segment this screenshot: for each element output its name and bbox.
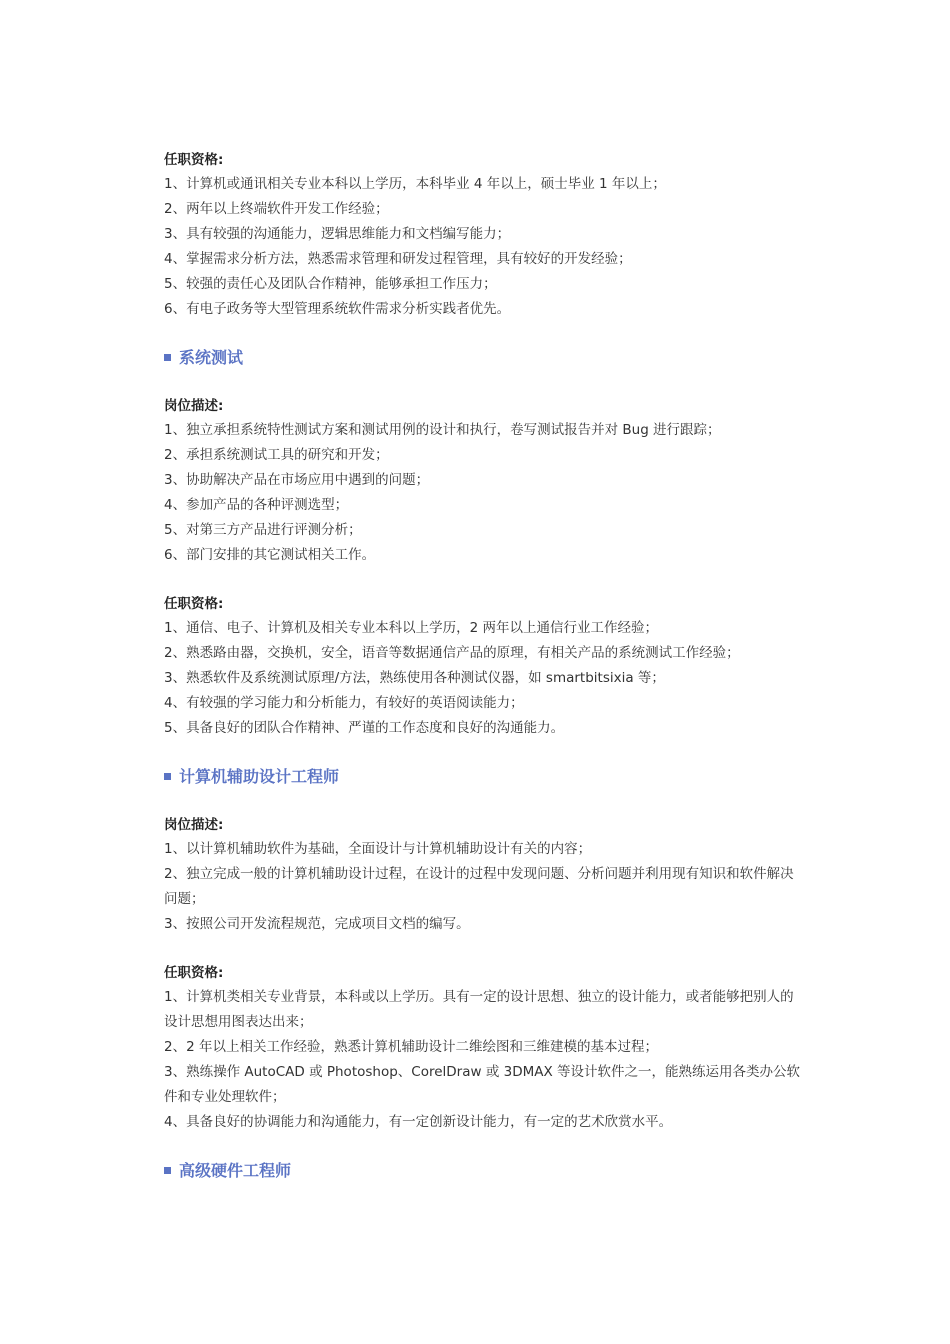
description-item: 1、独立承担系统特性测试方案和测试用例的设计和执行，卷写测试报告并对 Bug 进行跟踪； [164, 422, 721, 438]
document-page [164, 148, 804, 1207]
section-title: 系统测试 [179, 348, 244, 367]
square-bullet-icon [164, 773, 171, 780]
qualification-item: 1、计算机类相关专业背景，本科或以上学历。具有一定的设计思想、独立的设计能力，或者能够把别人的设计思想用图表达出来； [164, 989, 794, 1030]
qualification-item: 2、两年以上终端软件开发工作经验； [164, 201, 389, 217]
qualifications-label: 任职资格: [164, 596, 224, 612]
job-description-label: 岗位描述: [164, 398, 224, 414]
spacer [164, 937, 804, 961]
section-heading-cad-engineer [164, 765, 804, 789]
qualification-item: 3、熟悉软件及系统测试原理/方法，熟练使用各种测试仪器，如 smartbitsixia 等； [164, 670, 665, 686]
qualification-item: 1、计算机或通讯相关专业本科以上学历，本科毕业 4 年以上，硕士毕业 1 年以上； [164, 176, 666, 192]
spacer [164, 568, 804, 592]
section-title: 计算机辅助设计工程师 [179, 767, 340, 786]
qualifications-label: 任职资格: [164, 965, 224, 981]
qualification-item: 5、较强的责任心及团队合作精神，能够承担工作压力； [164, 276, 497, 292]
qualification-item: 4、掌握需求分析方法，熟悉需求管理和研发过程管理，具有较好的开发经验； [164, 251, 632, 267]
qualification-item: 4、有较强的学习能力和分析能力，有较好的英语阅读能力； [164, 695, 524, 711]
job-description-label: 岗位描述: [164, 817, 224, 833]
description-item: 4、参加产品的各种评测选型； [164, 497, 349, 513]
square-bullet-icon [164, 1167, 171, 1174]
qualification-item: 2、2 年以上相关工作经验，熟悉计算机辅助设计二维绘图和三维建模的基本过程； [164, 1039, 658, 1055]
qualification-item: 5、具备良好的团队合作精神、严谨的工作态度和良好的沟通能力。 [164, 720, 565, 736]
description-item: 6、部门安排的其它测试相关工作。 [164, 547, 376, 563]
section-heading-hardware-engineer [164, 1159, 804, 1183]
qualification-item: 2、熟悉路由器，交换机，安全，语音等数据通信产品的原理，有相关产品的系统测试工作经验； [164, 645, 740, 661]
qualification-item: 1、通信、电子、计算机及相关专业本科以上学历，2 两年以上通信行业工作经验； [164, 620, 658, 636]
qualifications-label: 任职资格: [164, 152, 224, 168]
description-item: 3、协助解决产品在市场应用中遇到的问题； [164, 472, 430, 488]
qualification-item: 4、具备良好的协调能力和沟通能力，有一定创新设计能力，有一定的艺术欣赏水平。 [164, 1114, 673, 1130]
section-title: 高级硬件工程师 [179, 1161, 292, 1180]
section-heading-system-test [164, 346, 804, 370]
qualification-item: 6、有电子政务等大型管理系统软件需求分析实践者优先。 [164, 301, 511, 317]
description-item: 5、对第三方产品进行评测分析； [164, 522, 362, 538]
description-item: 3、按照公司开发流程规范，完成项目文档的编写。 [164, 916, 470, 932]
square-bullet-icon [164, 354, 171, 361]
qualification-item: 3、具有较强的沟通能力，逻辑思维能力和文档编写能力； [164, 226, 511, 242]
description-item: 2、承担系统测试工具的研究和开发； [164, 447, 389, 463]
qualification-item: 3、熟练操作 AutoCAD 或 Photoshop、CorelDraw 或 3DMAX 等设计软件之一，能熟练运用各类办公软件和专业处理软件； [164, 1064, 801, 1105]
description-item: 2、独立完成一般的计算机辅助设计过程，在设计的过程中发现问题、分析问题并利用现有知识和软件解决问题； [164, 866, 794, 907]
description-item: 1、以计算机辅助软件为基础，全面设计与计算机辅助设计有关的内容； [164, 841, 592, 857]
